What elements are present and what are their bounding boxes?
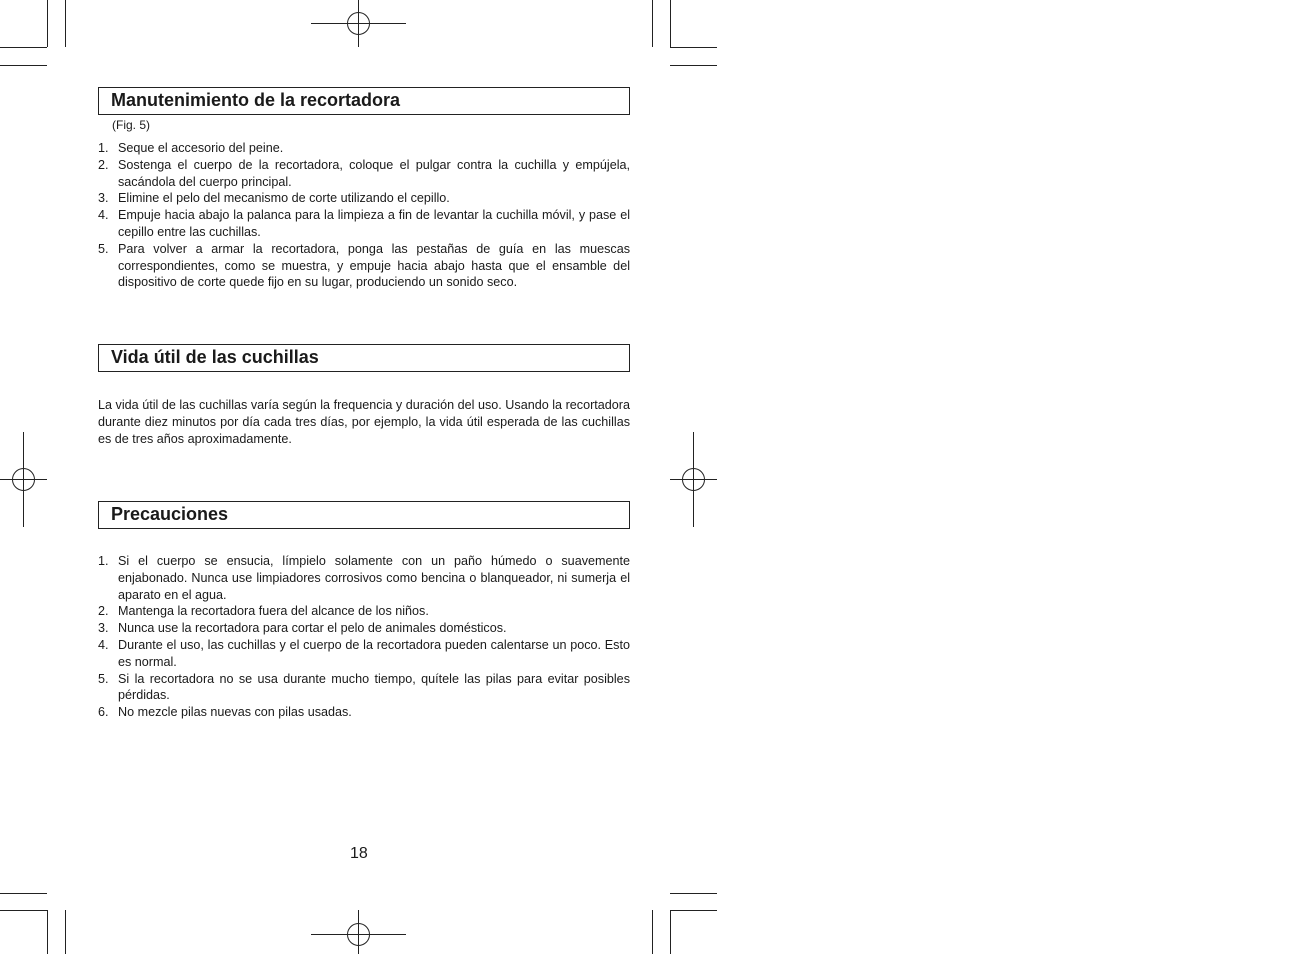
list-item: 3. Elimine el pelo del mecanismo de corte utilizando el cepillo.: [98, 191, 450, 206]
precautions-list: [98, 553, 630, 721]
page-number: 18: [350, 845, 368, 862]
list-item: 2. Sostenga el cuerpo de la recortadora, coloque el pulgar contra la cuchilla y empújela, sacándola del cuerpo principal.: [98, 157, 630, 189]
list-item: 1. Seque el accesorio del peine.: [98, 141, 284, 155]
maintenance-steps: [98, 140, 630, 291]
list-item: 4. Durante el uso, las cuchillas y el cuerpo de la recortadora pueden calentarse un poco. Esto es normal.: [98, 637, 630, 669]
list-item: 4. Empuje hacia abajo la palanca para la limpieza a fin de levantar la cuchilla móvil, y pase el cepillo entre las cuchillas.: [98, 208, 630, 239]
precautions-heading: Precauciones: [98, 501, 630, 529]
list-item: 2. Mantenga la recortadora fuera del alcance de los niños.: [98, 604, 429, 619]
registration-target-left: [0, 432, 47, 527]
list-item: 1. Si el cuerpo se ensucia, límpielo solamente con un paño húmedo o suavemente enjabonado. Nunca use limpiadores corrosivos como bencina o blanqueador, ni sumerja el aparato en el agua.: [98, 554, 630, 602]
registration-target-right: [670, 432, 717, 527]
maintenance-heading: Manutenimiento de la recortadora: [98, 87, 630, 115]
list-item: 6. No mezcle pilas nuevas con pilas usadas.: [98, 705, 352, 720]
list-item: 5. Si la recortadora no se usa durante mucho tiempo, quítele las pilas para evitar posibles pérdidas.: [98, 671, 630, 703]
blade-life-heading: Vida útil de las cuchillas: [98, 344, 630, 372]
registration-target-top: [311, 0, 406, 47]
list-item: 5. Para volver a armar la recortadora, ponga las pestañas de guía en las muescas correspondientes, como se muestra, y empuje hacia abajo hasta que el ensamble del dispositivo de corte quede fijo en su lugar, produciendo un sonido seco.: [98, 241, 630, 290]
blade-life-paragraph: La vida útil de las cuchillas varía según la frequencia y duración del uso. Usando la recortadora durante diez minutos por día cada tres días, por ejemplo, la vida útil esperada de las cuchillas es de tres años aproximadamente.: [98, 398, 630, 446]
registration-target-bottom: [311, 910, 406, 954]
list-item: 3. Nunca use la recortadora para cortar el pelo de animales domésticos.: [98, 621, 507, 636]
figure-reference: (Fig. 5): [112, 118, 151, 132]
